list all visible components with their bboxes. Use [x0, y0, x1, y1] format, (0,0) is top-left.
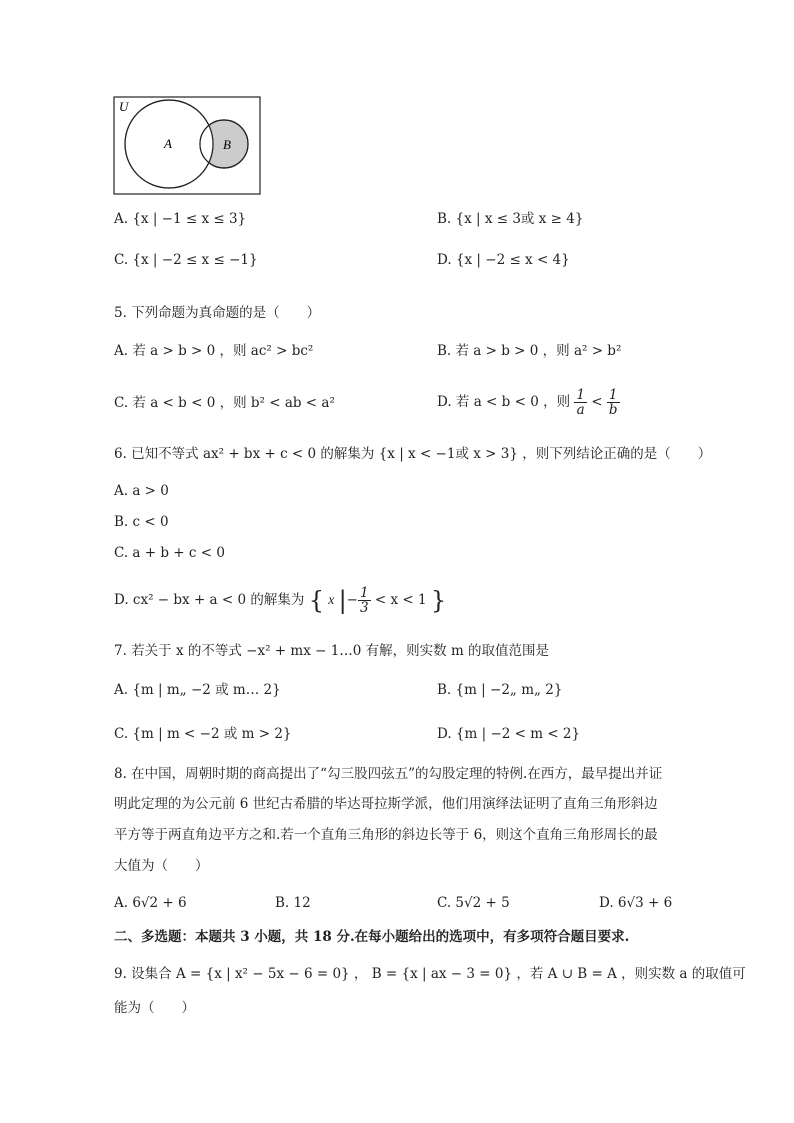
q4-option-a[interactable]: A. {x | −1 ≤ x ≤ 3}: [114, 211, 247, 227]
q4-option-c[interactable]: C. {x | −2 ≤ x ≤ −1}: [114, 252, 258, 268]
q7-stem: 7. 若关于 x 的不等式 −x² + mx − 1…0 有解，则实数 m 的取值范围是: [114, 643, 550, 659]
q5-stem: 5. 下列命题为真命题的是（ ）: [114, 305, 321, 321]
q5-d-frac1: $\frac{1}{a}$: [576, 387, 585, 418]
q6-option-c[interactable]: C. a + b + c < 0: [114, 545, 225, 561]
q8-line-3: 平方等于两直角边平方之和.若一个直角三角形的斜边长等于 6，则这个直角三角形周长的最: [114, 827, 658, 843]
venn-diagram: [113, 96, 262, 196]
q7-option-a[interactable]: A. {m | m„ −2 或 m… 2}: [114, 682, 281, 698]
q4-option-d[interactable]: D. {x | −2 ≤ x < 4}: [437, 252, 570, 268]
label-u: U: [119, 99, 129, 114]
q9-line-1: 9. 设集合 A = {x | x² − 5x − 6 = 0} ， B = {x | ax − 3 = 0} ，若 A ∪ B = A ，则实数 a 的取值可: [114, 966, 746, 982]
q6-option-b[interactable]: B. c < 0: [114, 514, 169, 530]
q6-stem: 6. 已知不等式 ax² + bx + c < 0 的解集为 {x | x < −1或 x > 3} ，则下列结论正确的是（ ）: [114, 446, 712, 462]
q5-option-d[interactable]: [437, 382, 620, 422]
q5-option-b[interactable]: B. 若 a > b > 0 ，则 a² > b²: [437, 343, 622, 359]
q8-option-a[interactable]: A. 6√2 + 6: [114, 895, 187, 911]
q7-option-b[interactable]: B. {m | −2„ m„ 2}: [437, 682, 563, 698]
q4-option-b[interactable]: B. {x | x ≤ 3或 x ≥ 4}: [437, 211, 584, 227]
q6-option-d[interactable]: D. cx² − bx + a < 0 的解集为 { x |− $\frac{1}{3}$ < x < 1 }: [114, 585, 447, 616]
q8-option-b[interactable]: B. 12: [275, 895, 311, 911]
q5-d-frac2: $\frac{1}{b}$: [608, 387, 618, 418]
label-b: B: [223, 137, 231, 152]
q8-line-2: 明此定理的为公元前 6 世纪古希腊的毕达哥拉斯学派，他们用演绎法证明了直角三角形斜边: [114, 796, 658, 812]
q7-option-c[interactable]: C. {m | m < −2 或 m > 2}: [114, 726, 292, 742]
q6-d-prefix: D. cx² − bx + a < 0 的解集为: [114, 592, 305, 608]
section-heading: 二、多选题：本题共 3 小题，共 18 分.在每小题给出的选项中，有多项符合题目要求.: [114, 929, 630, 945]
q7-option-d[interactable]: D. {m | −2 < m < 2}: [437, 726, 581, 742]
q9-line-2: 能为（ ）: [114, 1000, 195, 1016]
q8-line-4: 大值为（ ）: [114, 858, 209, 874]
q5-d-lt: <: [591, 394, 603, 410]
q6-option-a[interactable]: A. a > 0: [114, 483, 169, 499]
q8-line-1: 8. 在中国，周朝时期的商高提出了“勾三股四弦五”的勾股定理的特例.在西方，最早提出并证: [114, 766, 663, 782]
q5-option-a[interactable]: A. 若 a > b > 0 ，则 ac² > bc²: [114, 343, 314, 359]
label-a: A: [164, 136, 172, 151]
q6-d-frac: $\frac{1}{3}$: [359, 585, 369, 616]
q8-option-c[interactable]: C. 5√2 + 5: [437, 895, 510, 911]
q5-d-prefix: D. 若 a < b < 0 ，则: [437, 394, 571, 410]
q5-option-c[interactable]: C. 若 a < b < 0 ，则 b² < ab < a²: [114, 395, 335, 411]
q8-option-d[interactable]: D. 6√3 + 6: [599, 895, 673, 911]
